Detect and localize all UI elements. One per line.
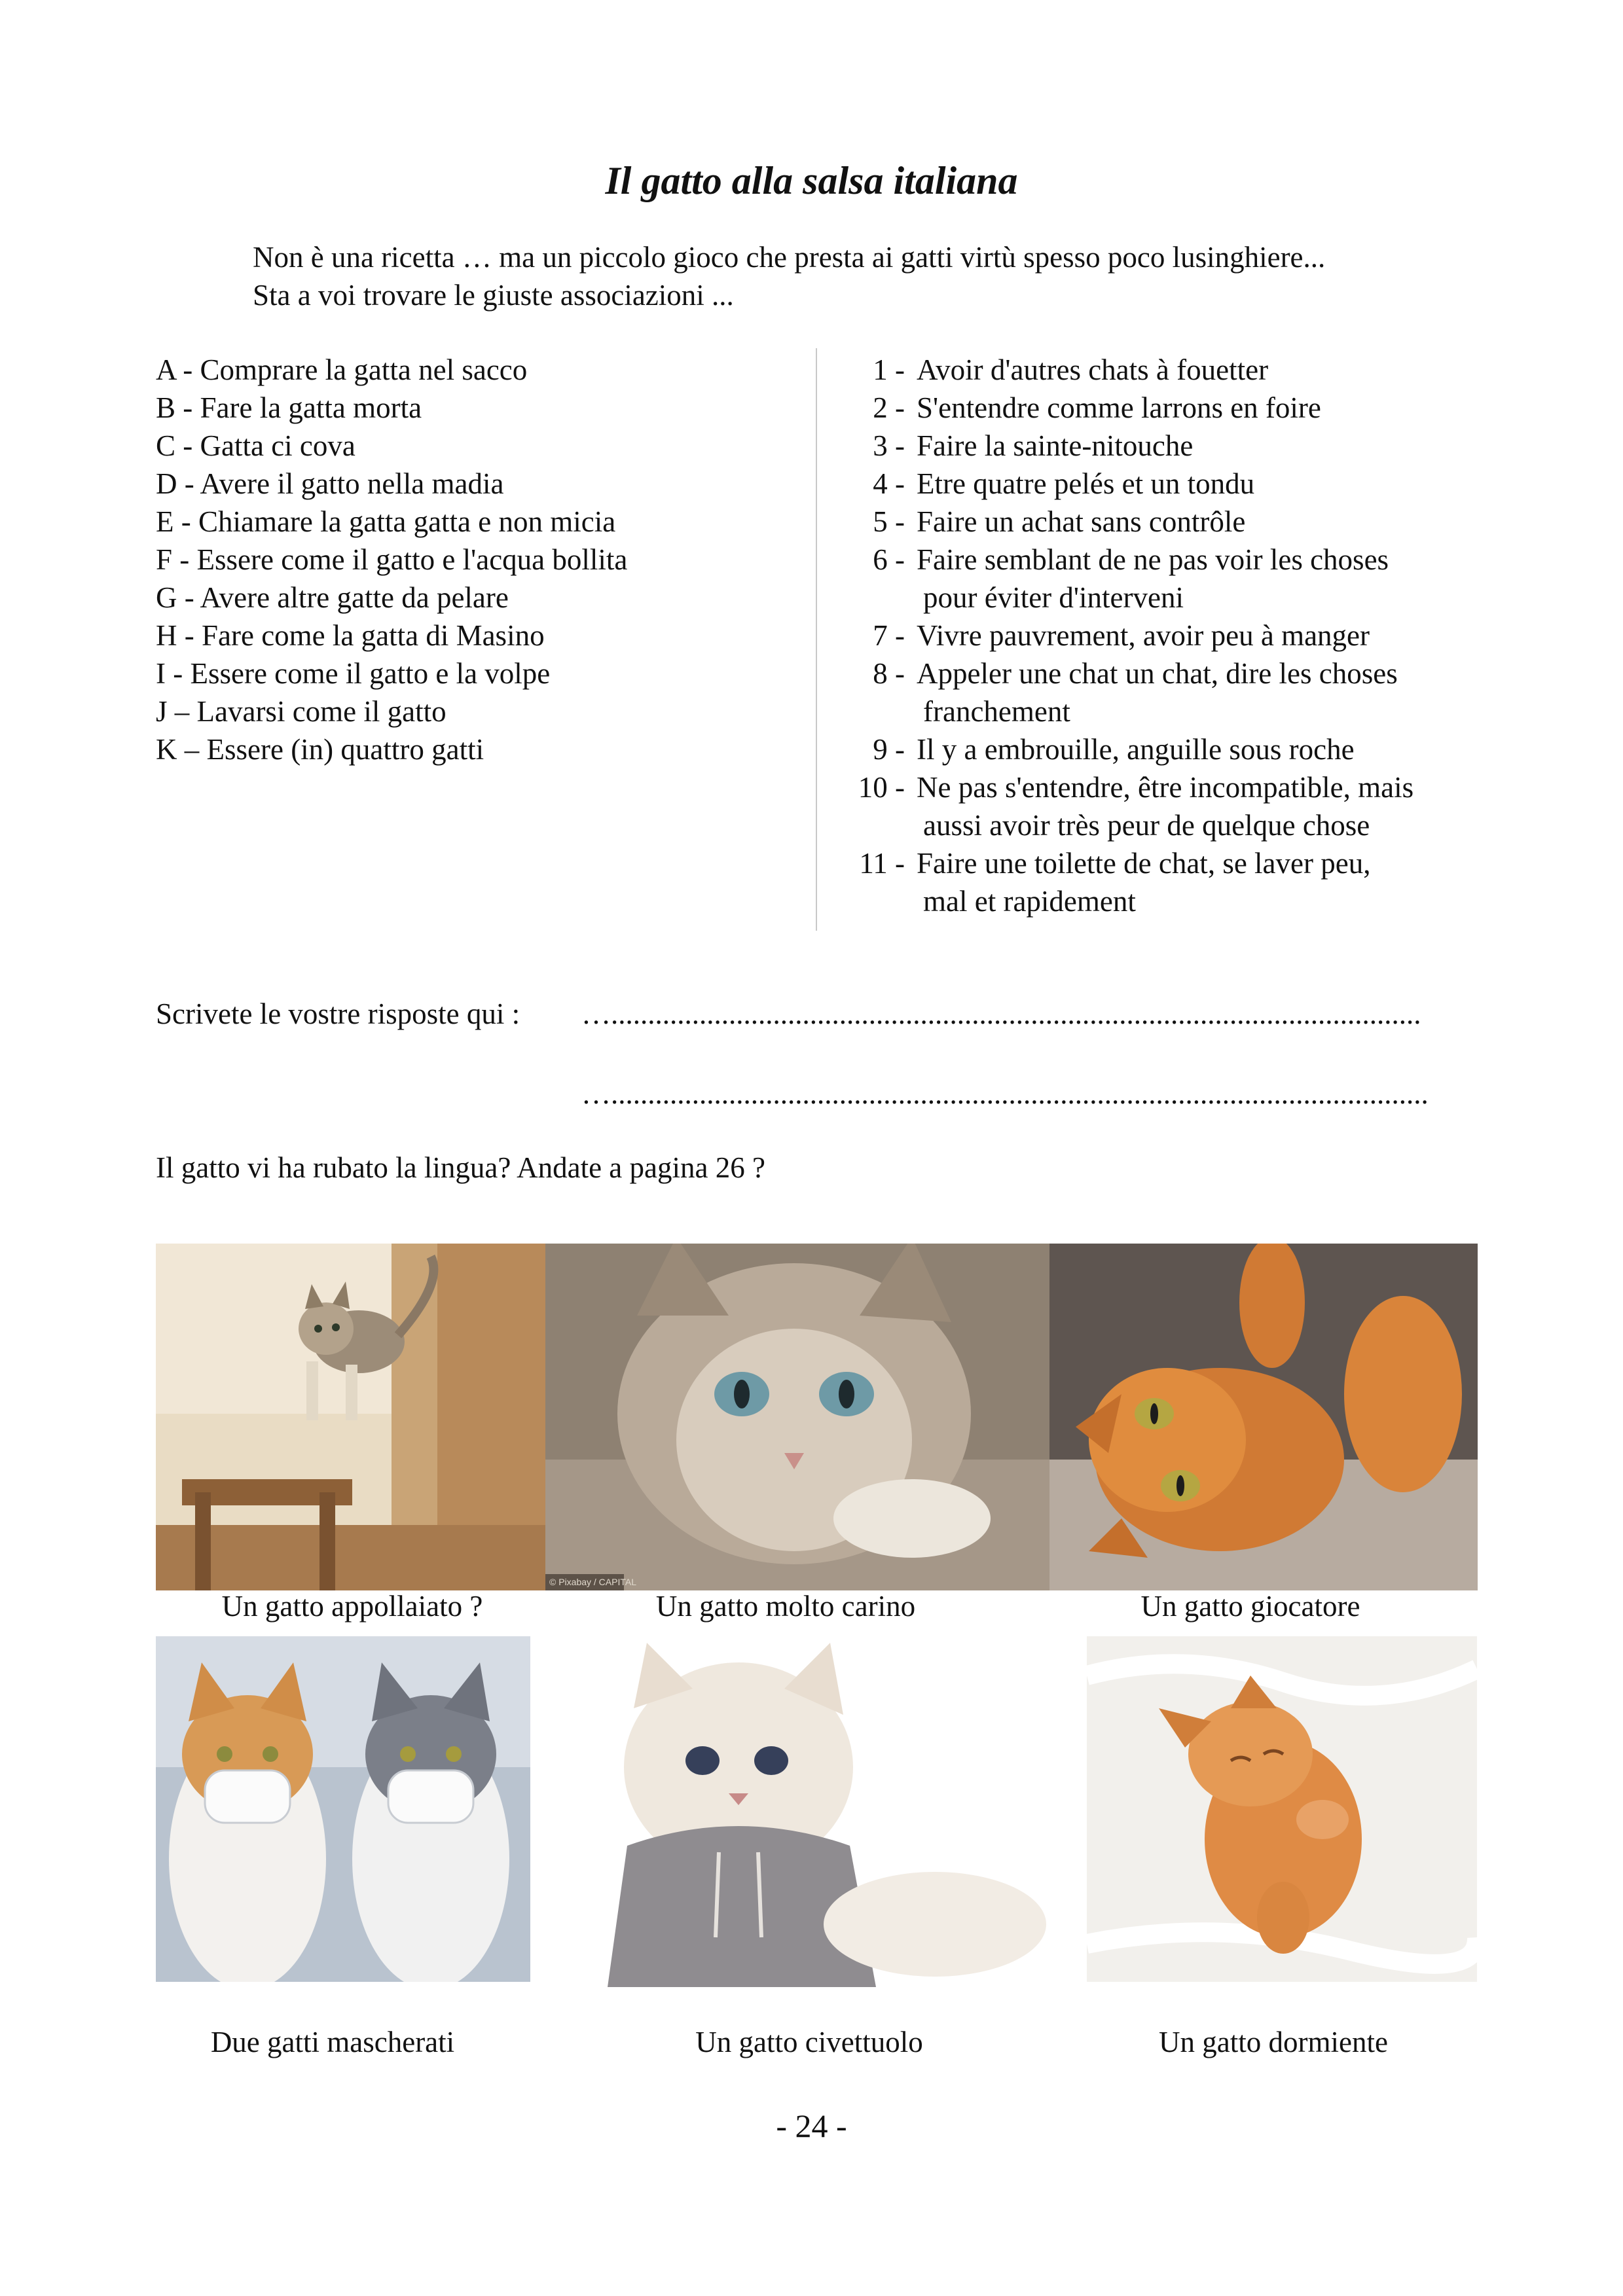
item-number: 6 - xyxy=(873,543,905,576)
playful-orange-cat-photo xyxy=(1049,1244,1478,1590)
french-expression-2 xyxy=(833,389,1487,427)
french-expression-3 xyxy=(833,427,1487,465)
french-expression-1 xyxy=(833,351,1487,389)
item-text-continued: aussi avoir très peur de quelque chose xyxy=(923,809,1370,842)
page-title: Il gatto alla salsa italiana xyxy=(605,159,1018,202)
item-number: 4 - xyxy=(873,467,905,500)
item-text-continued: franchement xyxy=(923,695,1070,728)
sleeping-orange-kitten-photo xyxy=(1087,1636,1477,1982)
item-number: 3 - xyxy=(873,429,905,462)
item-number: 10 - xyxy=(858,771,905,804)
page-number: - 24 - xyxy=(776,2108,847,2144)
item-number: 11 - xyxy=(859,847,905,880)
item-text-continued: mal et rapidement xyxy=(923,885,1136,918)
italian-expression-f: F - Essere come il gatto e l'acqua bollita xyxy=(156,543,628,576)
item-text: Faire une toilette de chat, se laver peu, xyxy=(917,847,1371,880)
item-text: Avoir d'autres chats à fouetter xyxy=(917,353,1269,386)
two-masked-cats-photo xyxy=(156,1636,530,1982)
french-expression-9 xyxy=(833,730,1487,768)
photo-caption-4: Due gatti mascherati xyxy=(210,2026,455,2058)
photo-caption-6: Un gatto dormiente xyxy=(1159,2026,1388,2058)
intro-line-1: Non è una ricetta … ma un piccolo gioco che presta ai gatti virtù spesso poco lusinghiere... xyxy=(253,241,1326,274)
intro-line-2: Sta a voi trovare le giuste associazioni ... xyxy=(253,279,734,312)
italian-expression-k: K – Essere (in) quattro gatti xyxy=(156,733,484,766)
french-expression-8 xyxy=(833,655,1487,730)
item-text: Appeler une chat un chat, dire les choses xyxy=(917,657,1398,690)
photo-caption-1: Un gatto appollaiato ? xyxy=(221,1590,483,1623)
item-text: Etre quatre pelés et un tondu xyxy=(917,467,1255,500)
item-number: 8 - xyxy=(873,657,905,690)
item-text: Faire semblant de ne pas voir les choses xyxy=(917,543,1389,576)
photo-credit: © Pixabay / CAPITAL xyxy=(549,1577,636,1587)
item-text: S'entendre comme larrons en foire xyxy=(917,391,1321,424)
answer-line-1[interactable]: ….............................................................................................................. xyxy=(581,997,1421,1030)
question-text: Il gatto vi ha rubato la lingua? Andate a pagina 26 ? xyxy=(156,1151,765,1184)
italian-expression-c: C - Gatta ci cova xyxy=(156,429,356,462)
italian-expressions-list xyxy=(156,351,797,768)
french-expression-6 xyxy=(833,541,1487,617)
french-expression-11 xyxy=(833,844,1487,920)
item-number: 1 - xyxy=(873,353,905,386)
photo-caption-5: Un gatto civettuolo xyxy=(695,2026,923,2058)
item-text: Faire la sainte-nitouche xyxy=(917,429,1194,462)
french-expression-4 xyxy=(833,465,1487,503)
italian-expression-g: G - Avere altre gatte da pelare xyxy=(156,581,509,614)
item-number: 2 - xyxy=(873,391,905,424)
italian-expression-a: A - Comprare la gatta nel sacco xyxy=(156,353,528,386)
italian-expression-e: E - Chiamare la gatta gatta e non micia xyxy=(156,505,616,538)
column-divider xyxy=(816,348,817,931)
item-number: 5 - xyxy=(873,505,905,538)
photo-caption-2: Un gatto molto carino xyxy=(655,1590,916,1623)
item-text: Vivre pauvrement, avoir peu à manger xyxy=(917,619,1370,652)
french-expressions-list xyxy=(833,351,1487,920)
answer-line-2[interactable]: …............................................................................................................... xyxy=(581,1077,1429,1110)
photo-caption-3: Un gatto giocatore xyxy=(1140,1590,1360,1623)
french-expression-10 xyxy=(833,768,1487,844)
italian-expression-j: J – Lavarsi come il gatto xyxy=(156,695,447,728)
item-text: Ne pas s'entendre, être incompatible, mais xyxy=(917,771,1414,804)
italian-expression-i: I - Essere come il gatto e la volpe xyxy=(156,657,551,690)
item-number: 7 - xyxy=(873,619,905,652)
blue-eyed-kitten-photo xyxy=(545,1244,1049,1590)
french-expression-5 xyxy=(833,503,1487,541)
white-kitten-in-sweater-photo xyxy=(568,1636,1058,1987)
jumping-kitten-photo xyxy=(156,1244,545,1590)
french-expression-7 xyxy=(833,617,1487,655)
item-number: 9 - xyxy=(873,733,905,766)
answers-label: Scrivete le vostre risposte qui : xyxy=(156,997,520,1030)
italian-expression-h: H - Fare come la gatta di Masino xyxy=(156,619,545,652)
italian-expression-b: B - Fare la gatta morta xyxy=(156,391,422,424)
item-text: Faire un achat sans contrôle xyxy=(917,505,1246,538)
item-text: Il y a embrouille, anguille sous roche xyxy=(917,733,1355,766)
italian-expression-d: D - Avere il gatto nella madia xyxy=(156,467,504,500)
item-text-continued: pour éviter d'interveni xyxy=(923,581,1184,614)
